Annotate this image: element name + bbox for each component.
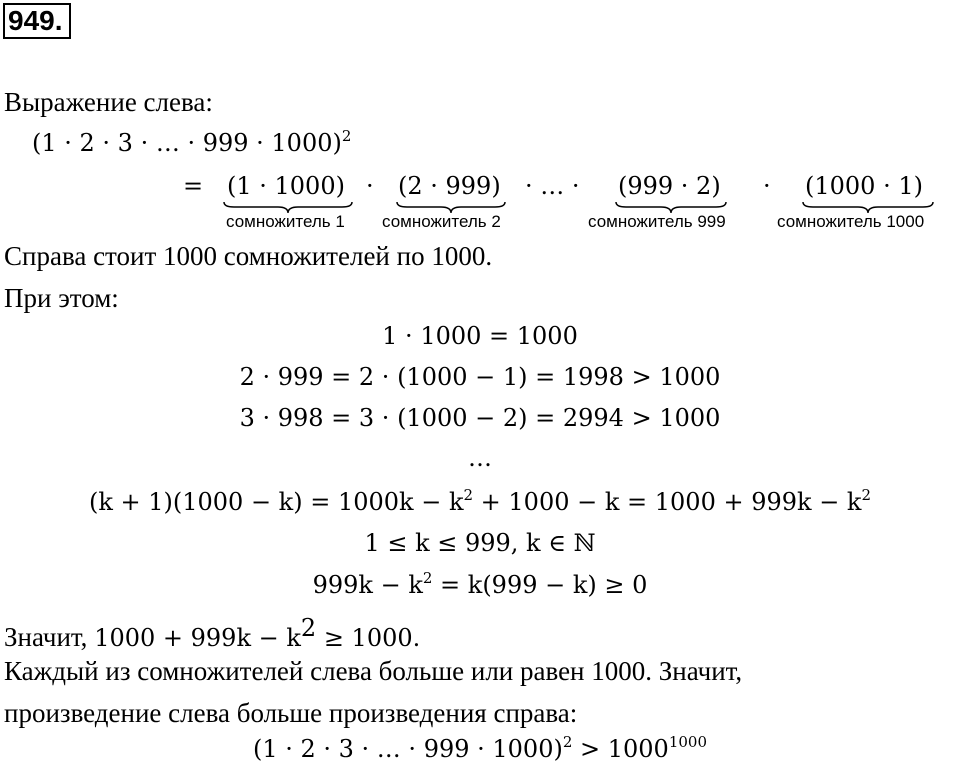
equation-general (0, 486, 960, 518)
exponent-2: 2 (300, 614, 317, 642)
line-product: произведение слева больше произведения справа: (4, 698, 578, 728)
final-part-b: > 1000 (572, 735, 669, 763)
condition: 1 ≤ k ≤ 999, k ∈ ℕ (364, 529, 596, 557)
ellipsis: … (468, 444, 492, 472)
final-inequality (0, 733, 960, 765)
dot-1: · (366, 172, 374, 200)
factor-1000-label: сомножитель 1000 (777, 212, 925, 231)
inequality-part-b: = k(999 − k) ≥ 0 (432, 571, 648, 599)
conclusion-line (4, 612, 420, 654)
equation-general-part-a: (k + 1)(1000 − k) = 1000k − k (88, 488, 464, 516)
exponent-2: 2 (562, 733, 573, 751)
exponent-2: 2 (422, 569, 433, 587)
dots-middle: · … · (525, 172, 580, 200)
exponent-2: 2 (463, 486, 474, 504)
expr-left (32, 127, 351, 159)
factor-1000-expr: (1000 · 1) (805, 172, 923, 200)
line-right-side: Справа стоит 1000 сомножителей по 1000. (4, 241, 493, 271)
inequality (0, 569, 960, 601)
factor-1-expr: (1 · 1000) (227, 172, 345, 200)
equation-1: 1 · 1000 = 1000 (382, 322, 578, 350)
conclusion-part-b: ≥ 1000. (316, 624, 421, 652)
factor-1-label: сомножитель 1 (226, 212, 345, 231)
inequality-part-a: 999k − k (312, 571, 423, 599)
final-exponent: 1000 (668, 733, 708, 751)
expr-left-exponent: 2 (341, 127, 352, 145)
intro-label: Выражение слева: (4, 87, 213, 117)
factor-999-label: сомножитель 999 (588, 212, 726, 231)
equals-sign: = (183, 172, 204, 200)
factor-2-expr: (2 · 999) (398, 172, 501, 200)
line-at-this: При этом: (4, 283, 119, 313)
final-part-a: (1 · 2 · 3 · … · 999 · 1000) (252, 735, 563, 763)
line-each-factor: Каждый из сомножителей слева больше или равен 1000. Значит, (4, 656, 743, 686)
factor-999-expr: (999 · 2) (618, 172, 721, 200)
equation-general-part-b: + 1000 − k = 1000 + 999k − k (473, 488, 862, 516)
exponent-2: 2 (861, 486, 872, 504)
equation-2: 2 · 999 = 2 · (1000 − 1) = 1998 > 1000 (239, 363, 721, 391)
expr-left-base: (1 · 2 · 3 · … · 999 · 1000) (32, 129, 342, 157)
dot-2: · (763, 172, 771, 200)
equation-3: 3 · 998 = 3 · (1000 − 2) = 2994 > 1000 (239, 404, 721, 432)
conclusion-part-a: 1000 + 999k − k (94, 624, 301, 652)
factor-2-label: сомножитель 2 (382, 212, 501, 231)
problem-number: 949. (3, 3, 71, 39)
conclusion-word: Значит, (4, 622, 95, 652)
